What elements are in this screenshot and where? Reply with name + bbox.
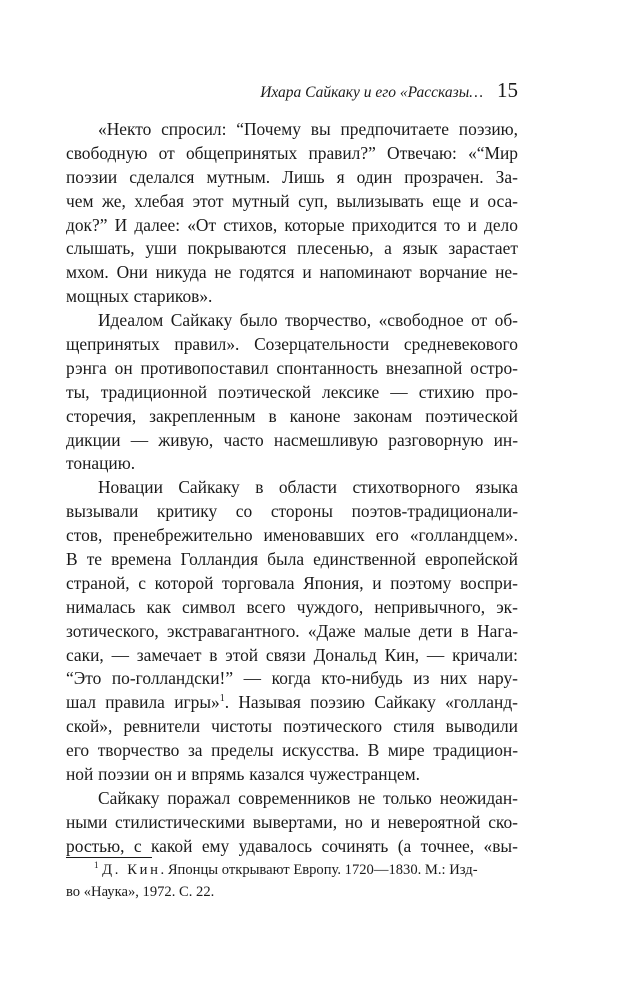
footnote-citation: . Японцы открывают Европу. 1720—1830. М.: Изд- [160,862,478,878]
text-line: “Это по-голландски!” — когда кто-нибудь из них нару- [66,668,518,689]
text-line: ты, традиционной поэтической лексике — стихию про- [66,381,518,402]
text-line: ростью, с какой ему удавалось сочинять (а точнее, «вы- [66,835,518,856]
text-line: «Некто спросил: “Почему вы предпочитаете поэзию, [98,119,518,139]
text-line: щепринятых правил». Созерцательности средневекового [66,334,518,355]
text-line: поэзии сделался мутным. Лишь я один прозрачен. За- [66,166,518,187]
text-line: Сайкаку поражал современников не только неожидан- [98,787,518,808]
text-line: сторечия, закрепленным в каноне законам поэтической [66,405,518,426]
text-line: нималась как символ всего чуждого, непривычного, эк- [66,596,518,617]
text-line: свободную от общепринятых правил?” Отвечаю: «“Мир [66,142,518,163]
running-header [66,78,518,108]
text-line: стов, пренебрежительно именовавших его «голландцем». [66,525,518,546]
text-line: мощных стариков». [66,286,213,307]
footnote-line-1 [66,860,518,882]
text-line: саки, — замечает в этой связи Дональд Кин, — кричали: [66,644,518,665]
footnote-author: Д. Кин [102,862,161,878]
body-text [66,118,518,859]
page-number: 15 [497,78,518,102]
text-line: В те времена Голландия была единственной европейской [66,549,518,570]
text-line: док?” И далее: «От стихов, которые приходится то и дело [66,214,518,235]
text-line: зотического, экстравагантного. «Даже малые дети в Нага- [66,620,518,641]
running-title: Ихара Сайкаку и его «Рассказы… [260,84,483,101]
text-line: чем же, хлебая этот мутный суп, вылизывать еще и оса- [66,190,518,211]
footnote-marker: 1 [94,860,99,871]
text-line: его творчество за пределы искусства. В мире традицион- [66,740,518,761]
text-line: ной поэзии он и впрямь казался чужестранцем. [66,764,420,785]
text-line: дикции — живую, часто насмешливую разговорную ин- [66,429,518,450]
text-line: шал правила игры»$^1$. Называя поэзию Сайкаку «голланд- [66,692,518,713]
text-line: рэнга он противопоставил спонтанность внезапной остро- [66,357,518,378]
footnote [66,860,518,903]
text-line: слышать, уши покрываются плесенью, а язык зарастает [66,238,518,259]
footnote-divider [66,857,152,858]
text-line: мхом. Они никуда не годятся и напоминают ворчание не- [66,262,518,283]
text-line: страной, с которой торговала Япония, и поэтому воспри- [66,572,518,593]
footnote-line-2: во «Наука», 1972. С. 22. [66,883,215,900]
text-line: Идеалом Сайкаку было творчество, «свободное от об- [98,310,518,331]
text-line: тонацию. [66,453,136,474]
text-line: ными стилистическими вывертами, но и невероятной ско- [66,811,518,832]
text-line: вызывали критику со стороны поэтов-традиционали- [66,501,518,522]
text-line: ской», ревнители чистоты поэтического стиля выводили [66,716,518,737]
text-line: Новации Сайкаку в области стихотворного языка [98,477,518,498]
